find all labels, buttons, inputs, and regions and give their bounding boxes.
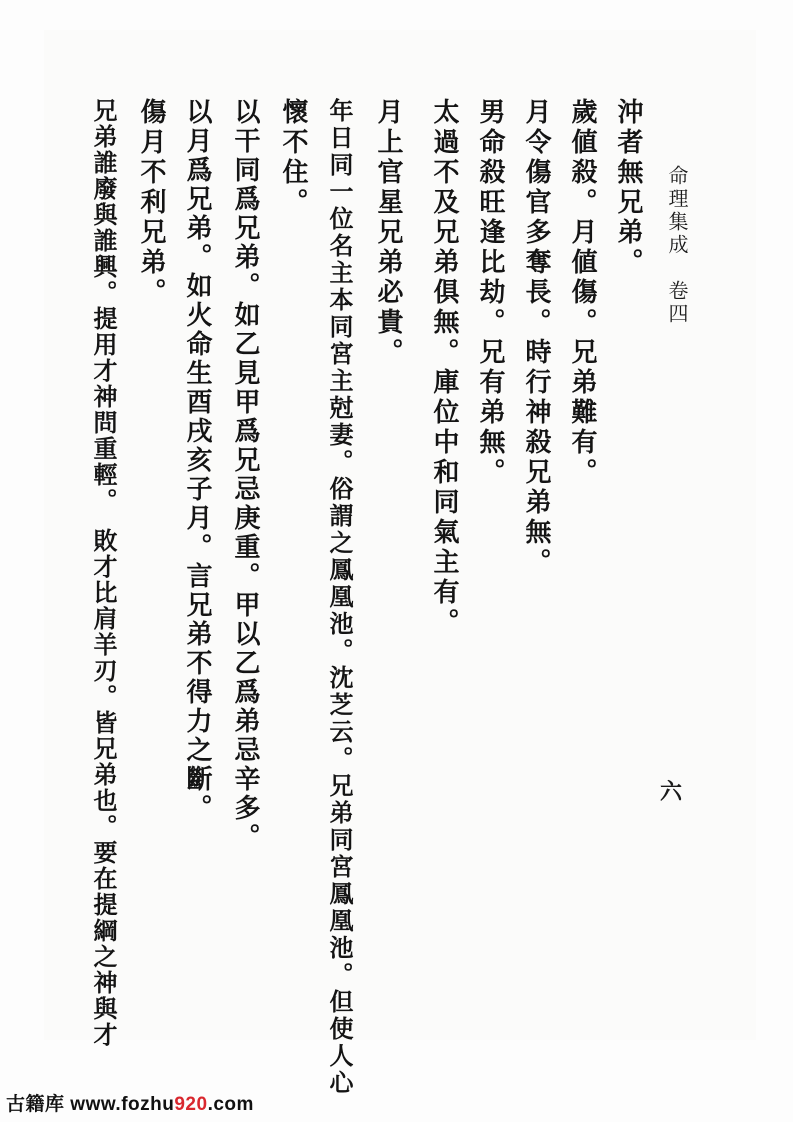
- url-highlight: 920: [174, 1094, 208, 1115]
- url-suffix: .com: [207, 1094, 254, 1115]
- book-title-text: 命理集成: [665, 165, 689, 257]
- text-column-4: 男命殺旺逢比劫。兄有弟無。: [475, 98, 505, 488]
- text-column-3: 月令傷官多奪長。時行神殺兄弟無。: [521, 98, 551, 578]
- text-column-7: 年日同一位名主本同宮主尅妻。俗謂之鳳凰池。沈芝云。兄弟同宮鳳凰池。但使人心: [325, 98, 354, 1097]
- volume-label: 卷四: [665, 280, 689, 326]
- text-column-12: 兄弟誰廢與誰興。提用才神問重輕。 敗才比肩羊刃。皆兄弟也。要在提綱之神與才: [89, 98, 118, 1048]
- text-column-1: 沖者無兄弟。: [613, 98, 643, 278]
- book-title: [662, 165, 692, 326]
- text-column-9: 以干同爲兄弟。如乙見甲爲兄忌庚重。甲以乙爲弟忌辛多。: [230, 98, 260, 852]
- text-column-6: 月上官星兄弟必貴。: [373, 98, 403, 368]
- text-column-5: 太過不及兄弟俱無。庫位中和同氣主有。: [429, 98, 459, 638]
- header-gap: [665, 257, 689, 280]
- text-column-8: 懷不住。: [278, 98, 308, 218]
- text-column-11: 傷月不利兄弟。: [136, 98, 166, 308]
- text-column-2: 歲値殺。月値傷。兄弟難有。: [567, 98, 597, 488]
- page-number: 六: [660, 779, 683, 805]
- site-watermark: [6, 1089, 254, 1116]
- url-prefix: www.fozhu: [70, 1094, 175, 1115]
- site-name: 古籍库: [6, 1094, 65, 1115]
- site-url: [70, 1094, 254, 1115]
- text-column-10: 以月爲兄弟。如火命生酉戌亥子月。言兄弟不得力之斷。: [182, 98, 212, 823]
